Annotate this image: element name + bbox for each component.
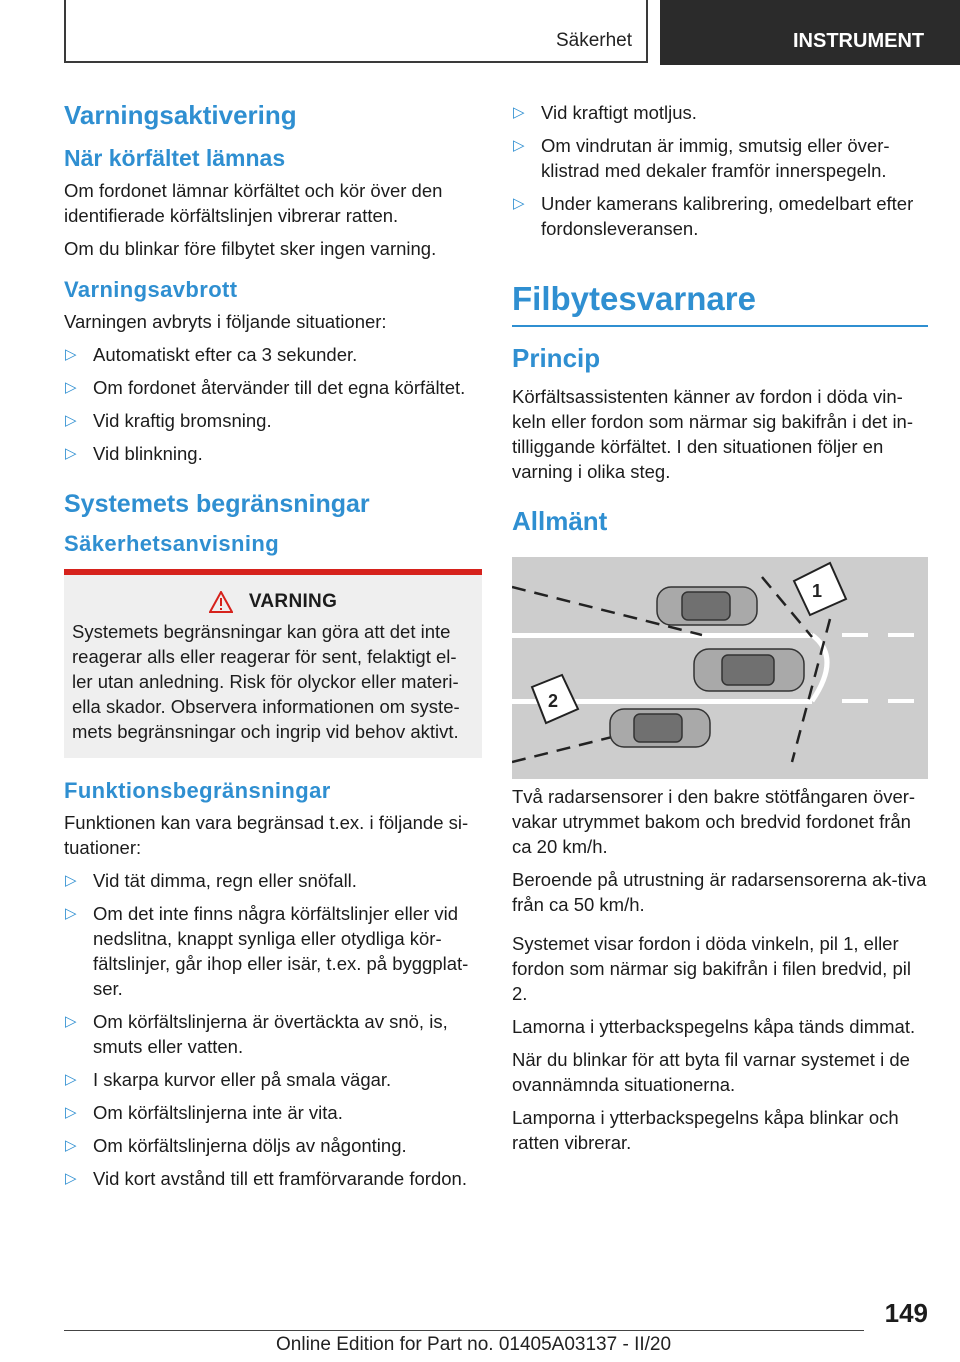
bullet-list xyxy=(512,100,928,241)
list-item: ▷ Vid kraftigt motljus. xyxy=(513,102,697,123)
triangle-bullet-icon: ▷ xyxy=(65,1137,77,1154)
paragraph: Om du blinkar före filbytet sker ingen varning. xyxy=(64,238,437,259)
right-column-body xyxy=(512,784,928,1163)
warning-text: Systemets begränsningar kan göra att det inte reagerar alls eller reagerar för sent, felaktigt el-ler utan anledning. Risk för olyckor eller materi-ella skador. Observera informationen om syste-mets begränsningar och ingrip vid behov aktivt. xyxy=(72,621,460,742)
triangle-bullet-icon: ▷ xyxy=(65,872,77,889)
triangle-bullet-icon: ▷ xyxy=(65,412,77,429)
triangle-bullet-icon: ▷ xyxy=(65,1170,77,1187)
triangle-bullet-icon: ▷ xyxy=(65,379,77,396)
triangle-bullet-icon: ▷ xyxy=(65,905,77,922)
heading-funktionsbegransningar: Funktionsbegränsningar xyxy=(64,778,331,803)
car-3 xyxy=(610,709,710,747)
right-column-sections xyxy=(512,280,928,547)
triangle-bullet-icon: ▷ xyxy=(65,445,77,462)
left-column xyxy=(64,100,482,1199)
heading-allmant: Allmänt xyxy=(512,506,608,536)
triangle-bullet-icon: ▷ xyxy=(65,346,77,363)
warning-title: VARNING xyxy=(248,591,338,612)
list-item: ▷ Vid tät dimma, regn eller snöfall. xyxy=(65,870,357,891)
list-item: ▷ Om körfältslinjerna döljs av någonting. xyxy=(65,1135,407,1156)
triangle-bullet-icon: ▷ xyxy=(513,137,525,154)
page-number: 149 xyxy=(884,1298,928,1328)
svg-text:2: 2 xyxy=(548,691,559,711)
footer-divider xyxy=(64,1330,864,1331)
svg-text:1: 1 xyxy=(812,581,823,601)
paragraph: När du blinkar för att byta fil varnar systemet i de ovannämnda situationerna. xyxy=(512,1049,910,1095)
heading-varningsaktivering: Varningsaktivering xyxy=(64,100,297,130)
paragraph: Systemet visar fordon i döda vinkeln, pil 1, eller fordon som närmar sig bakifrån i filen bredvid, pil 2. xyxy=(512,933,911,1004)
header-section-title: Säkerhet xyxy=(555,30,632,51)
header-left-box xyxy=(64,0,648,63)
blind-spot-figure xyxy=(512,557,928,779)
paragraph: Lamorna i ytterbackspegelns kåpa tänds dimmat. xyxy=(512,1016,916,1037)
heading-varningsavbrott: Varningsavbrott xyxy=(64,277,238,302)
footer-edition: Online Edition for Part no. 01405A03137 - II/20 xyxy=(276,1334,672,1355)
warning-triangle-icon xyxy=(209,591,233,613)
header-chapter-tab: INSTRUMENT xyxy=(660,0,960,65)
lane-line xyxy=(512,633,812,638)
heading-nar-korfaltet-lamnas: När körfältet lämnas xyxy=(64,145,286,171)
list-item: ▷ Om det inte finns några körfältslinjer eller vid nedslitna, knappt synliga eller otydliga kör-fältslinjer, går ihop eller isär, t.ex. på byggplat-ser. xyxy=(65,903,469,999)
paragraph: Funktionen kan vara begränsad t.ex. i följande si-tuationer: xyxy=(64,812,469,858)
heading-systemets-begransningar: Systemets begränsningar xyxy=(64,490,370,518)
road-diagram xyxy=(512,557,928,779)
paragraph: Två radarsensorer i den bakre stötfångaren över-vakar utrymmet bakom och bredvid fordonet från ca 20 km/h. xyxy=(512,786,916,857)
warning-box xyxy=(64,569,482,758)
list-item: ▷ I skarpa kurvor eller på smala vägar. xyxy=(65,1069,392,1090)
paragraph: Beroende på utrustning är radarsensorerna ak-tiva från ca 50 km/h. xyxy=(512,869,927,915)
right-column-top xyxy=(512,100,928,249)
paragraph: Körfältsassistenten känner av fordon i döda vin-keln eller fordon som närmar sig bakifrån i det in-tilliggande körfältet. I den situationen följer en varning i olika steg. xyxy=(512,386,914,482)
paragraph: Lamporna i ytterbackspegelns kåpa blinkar och ratten vibrerar. xyxy=(512,1107,899,1153)
list-item: ▷ Vid kort avstånd till ett framförvarande fordon. xyxy=(65,1168,467,1189)
list-item: ▷ Om körfältslinjerna är övertäckta av snö, is, smuts eller vatten. xyxy=(65,1011,448,1057)
paragraph: Om fordonet lämnar körfältet och kör över den identifierade körfältslinjen vibrerar ratten. xyxy=(64,180,443,226)
car-2 xyxy=(694,649,804,691)
car-1 xyxy=(657,587,757,625)
list-item: ▷ Om vindrutan är immig, smutsig eller över-klistrad med dekaler framför innerspegeln. xyxy=(513,135,890,181)
warning-header xyxy=(72,591,474,613)
list-item: ▷ Under kamerans kalibrering, omedelbart efter fordonsleveransen. xyxy=(513,193,914,239)
bullet-list xyxy=(64,342,482,466)
bullet-list xyxy=(64,868,482,1191)
paragraph: Varningen avbryts i följande situationer: xyxy=(64,311,387,332)
triangle-bullet-icon: ▷ xyxy=(65,1013,77,1030)
list-item: ▷ Om körfältslinjerna inte är vita. xyxy=(65,1102,343,1123)
list-item: ▷ Vid kraftig bromsning. xyxy=(65,410,272,431)
heading-princip: Princip xyxy=(512,343,601,373)
triangle-bullet-icon: ▷ xyxy=(65,1071,77,1088)
triangle-bullet-icon: ▷ xyxy=(65,1104,77,1121)
triangle-bullet-icon: ▷ xyxy=(513,104,525,121)
heading-sakerhetsanvisning: Säkerhetsanvisning xyxy=(64,531,280,556)
heading-filbytesvarnare: Filbytesvarnare xyxy=(512,280,928,327)
list-item: ▷ Automatiskt efter ca 3 sekunder. xyxy=(65,344,358,365)
list-item: ▷ Om fordonet återvänder till det egna körfältet. xyxy=(65,377,466,398)
triangle-bullet-icon: ▷ xyxy=(513,195,525,212)
list-item: ▷ Vid blinkning. xyxy=(65,443,203,464)
